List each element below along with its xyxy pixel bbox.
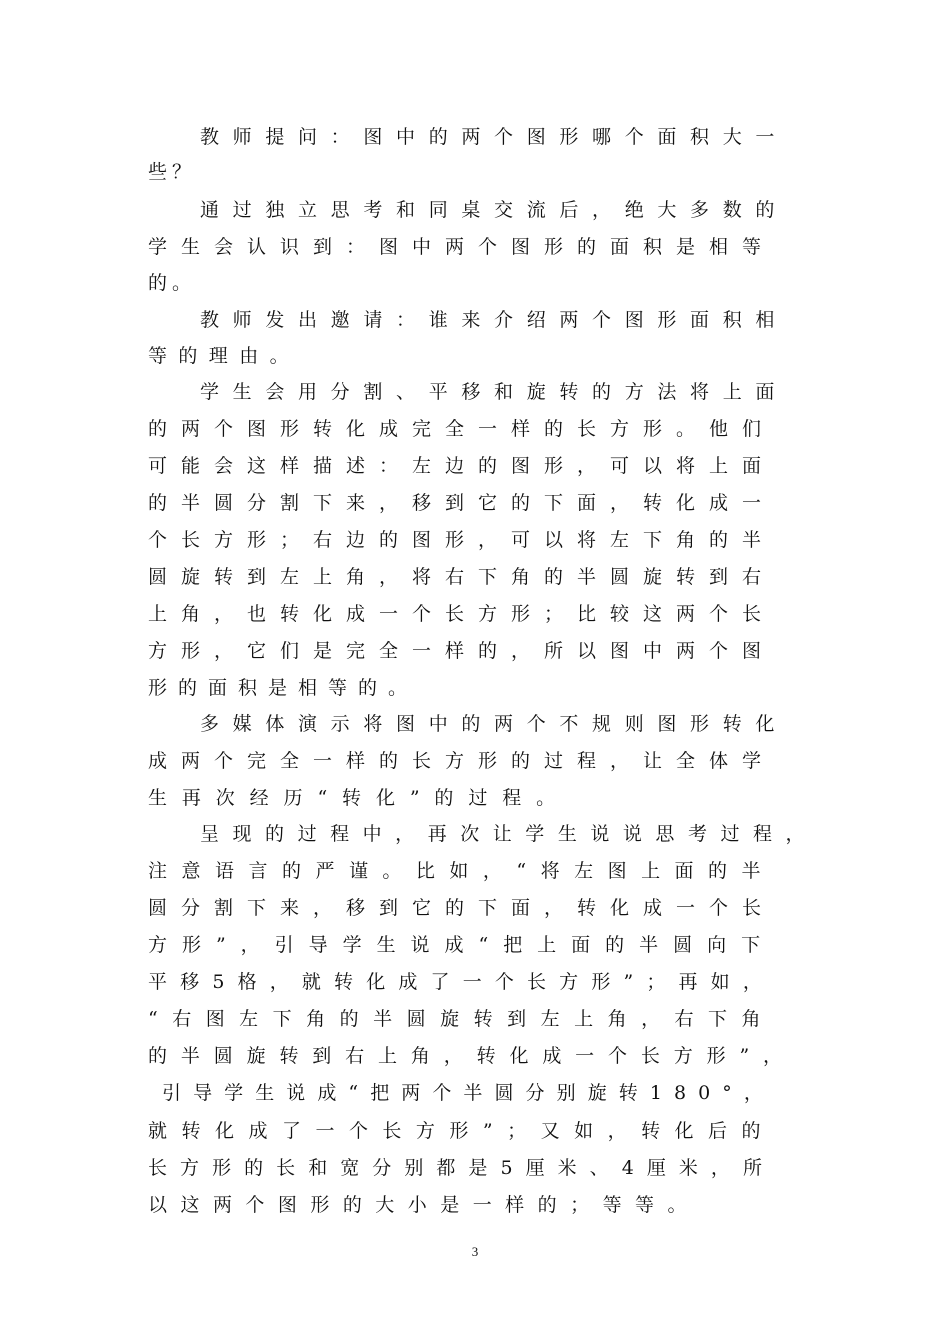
- text-line: “右图左下角的半圆旋转到左上角，右下角: [148, 1008, 776, 1030]
- text-line: 长方形的长和宽分别都是5厘米、4厘米，所: [148, 1157, 775, 1179]
- text-line: 注意语言的严谨。比如，“将左图上面的半: [148, 860, 776, 882]
- text-line: 生再次经历“转化”的过程。: [148, 787, 570, 809]
- text-line: 呈现的过程中，再次让学生说说思考过程，: [200, 823, 819, 845]
- text-line: 学生会认识到：图中两个图形的面积是相等: [148, 236, 776, 258]
- text-line: 圆旋转到左上角，将右下角的半圆旋转到右: [148, 566, 776, 588]
- text-line: 教师发出邀请：谁来介绍两个图形面积相: [200, 309, 789, 331]
- text-line: 引导学生说成“把两个半圆分别旋转180°，: [162, 1082, 775, 1104]
- text-line: 的。: [148, 272, 196, 294]
- text-line: 些？: [148, 161, 196, 183]
- text-line: 方形”，引导学生说成“把上面的半圆向下: [148, 934, 776, 956]
- text-line: 可能会这样描述：左边的图形，可以将上面: [148, 455, 776, 477]
- text-line: 学生会用分割、平移和旋转的方法将上面: [200, 381, 789, 403]
- text-line: 就转化成了一个长方形”；又如，转化后的: [148, 1120, 776, 1142]
- text-line: 方形，它们是完全一样的，所以图中两个图: [148, 640, 776, 662]
- text-line: 平移5格，就转化成了一个长方形”；再如，: [148, 971, 776, 993]
- text-line: 的半圆旋转到右上角，转化成一个长方形”，: [148, 1045, 796, 1067]
- text-line: 通过独立思考和同桌交流后，绝大多数的: [200, 199, 789, 221]
- text-line: 个长方形；右边的图形，可以将左下角的半: [148, 529, 776, 551]
- text-line: 圆分割下来，移到它的下面，转化成一个长: [148, 897, 776, 919]
- text-line: 以这两个图形的大小是一样的；等等。: [148, 1194, 700, 1216]
- text-line: 成两个完全一样的长方形的过程，让全体学: [148, 750, 776, 772]
- text-line: 等的理由。: [148, 345, 301, 367]
- text-line: 的两个图形转化成完全一样的长方形。他们: [148, 418, 776, 440]
- text-line: 形的面积是相等的。: [148, 677, 419, 699]
- text-line: 的半圆分割下来，移到它的下面，转化成一: [148, 492, 776, 514]
- page-number: 3: [471, 1244, 479, 1259]
- text-line: 多媒体演示将图中的两个不规则图形转化: [200, 713, 789, 735]
- text-line: 上角，也转化成一个长方形；比较这两个长: [148, 603, 776, 625]
- text-line: 教师提问：图中的两个图形哪个面积大一: [200, 126, 789, 148]
